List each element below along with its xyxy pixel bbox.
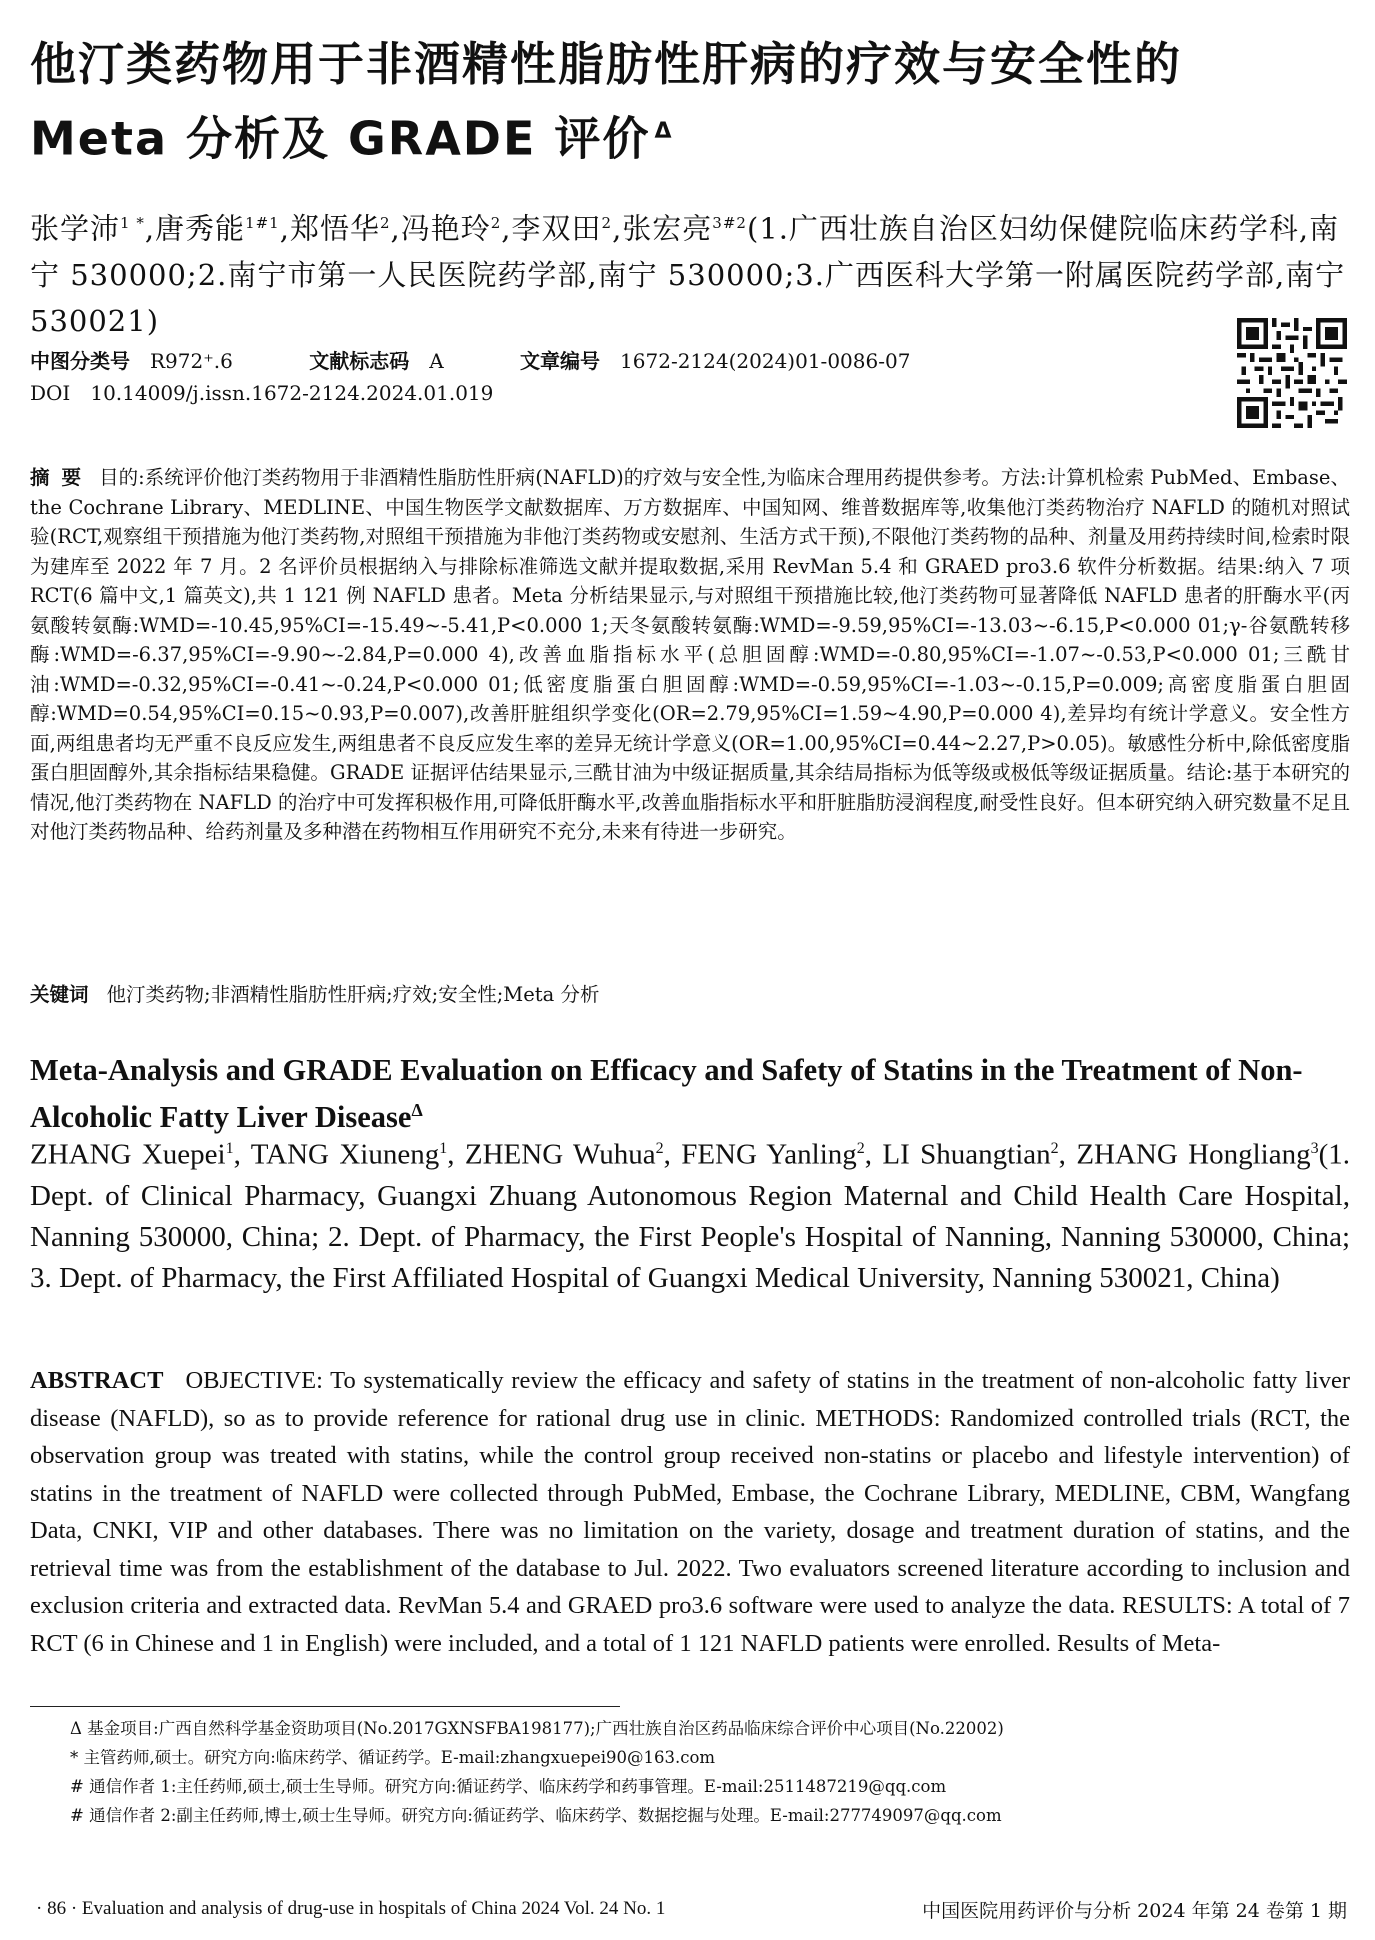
author-sup-en: 1: [225, 1140, 234, 1157]
abstract-english-text: OBJECTIVE: To systematically review the efficacy and safety of statins in the treatment of non-alcoholic fatty liver disease (NAFLD), so as to provide reference for rational drug use in clinic. METHODS: Randomized controlled trials (RCT, the observation group was treated with statins, while the control group received non-statins or placebo and lifestyle intervention) of statins in the treatment of NAFLD were collected through PubMed, Embase, the Cochrane Library, MEDLINE, CBM, Wangfang Data, CNKI, VIP and other databases. There was no limitation on the variety, dosage and treatment duration of statins, and the retrieval time was from the establishment of the database to Jul. 2022. Two evaluators screened literature according to inclusion and exclusion criteria and extracted data. RevMan 5.4 and GRAED pro3.6 software were used to analyze the data. RESULTS: A total of 7 RCT (6 in Chinese and 1 in English) were included, and a total of 1 121 NAFLD patients were enrolled. Results of Meta-: [30, 1367, 1350, 1657]
author-sup: 2: [379, 214, 391, 232]
funding-mark: Δ: [654, 119, 674, 144]
footnote-corresponding-1: # 通信作者 1:主任药师,硕士,硕士生导师。研究方向:循证药学、临床药学和药事管理。E-mail:2511487219@qq.com: [70, 1777, 947, 1796]
clc-label: 中图分类号: [30, 349, 130, 373]
author-sup-en: 2: [655, 1140, 664, 1157]
doc-code-value: A: [429, 349, 444, 373]
author-name: 李双田: [511, 211, 602, 246]
footnote-funding: Δ 基金项目:广西自然科学基金资助项目(No.2017GXNSFBA198177);广西壮族自治区药品临床综合评价中心项目(No.22002): [70, 1719, 1004, 1738]
keywords-chinese-text: 他汀类药物;非酒精性脂肪性肝病;疗效;安全性;Meta 分析: [106, 983, 600, 1006]
author-name: 张学沛: [30, 211, 121, 246]
author-name-en: ZHANG Hongliang: [1076, 1138, 1311, 1171]
keywords-chinese: [30, 980, 1350, 1010]
author-name: 唐秀能: [155, 211, 246, 246]
abstract-chinese-label: 摘要: [30, 466, 94, 489]
authors-english: ZHANG Xuepei$^1$, TANG Xiuneng$^1$, ZHENG Wuhua$^2$, FENG Yanling$^2$, LI Shuangtian$^2$, ZHANG Hongliang$^3$(1. Dept. of Clinical Pharmacy, Guangxi Zhuang Autonomous Region Maternal and Child Health Care Hospital, Nanning 530000, China; 2. Dept. of Pharmacy, the First People's Hospital of Nanning, Nanning 530000, China; 3. Dept. of Pharmacy, the First Affiliated Hospital of Guangxi Medical University, Nanning 530021, China): [30, 1138, 1351, 1294]
author-sup-en: 2: [856, 1140, 865, 1157]
affiliations-chinese: (1.广西壮族自治区妇幼保健院临床药学科,南宁 530000;2.南宁市第一人民医院药学部,南宁 530000;3.广西医科大学第一附属医院药学部,南宁 530021): [30, 211, 1346, 338]
qr-code: [1237, 318, 1347, 428]
author-name-en: LI Shuangtian: [882, 1138, 1051, 1171]
meta-row-1: [30, 345, 980, 377]
abstract-chinese-text: 目的:系统评价他汀类药物用于非酒精性脂肪性肝病(NAFLD)的疗效与安全性,为临床合理用药提供参考。方法:计算机检索 PubMed、Embase、the Cochrane Library、MEDLINE、中国生物医学文献数据库、万方数据库、中国知网、维普数据库等,收集他汀类药物治疗 NAFLD 的随机对照试验(RCT,观察组干预措施为他汀类药物,对照组干预措施为非他汀类药物或安慰剂、生活方式干预),不限他汀类药物的品种、剂量及用药持续时间,检索时限为建库至 2022 年 7 月。2 名评价员根据纳入与排除标准筛选文献并提取数据,采用 RevMan 5.4 和 GRAED pro3.6 软件分析数据。结果:纳入 7 项 RCT(6 篇中文,1 篇英文),共 1 121 例 NAFLD 患者。Meta 分析结果显示,与对照组干预措施比较,他汀类药物可显著降低 NAFLD 患者的肝酶水平(丙氨酸转氨酶:WMD=-10.45,95%CI=-15.49~-5.41,P<0.000 1;天冬氨酸转氨酶:WMD=-9.59,95%CI=-13.03~-6.15,P<0.000 01;γ-谷氨酰转移酶:WMD=-6.37,95%CI=-9.90~-2.84,P=0.000 4),改善血脂指标水平(总胆固醇:WMD=-0.80,95%CI=-1.07~-0.53,P<0.000 01;三酰甘油:WMD=-0.32,95%CI=-0.41~-0.24,P<0.000 01;低密度脂蛋白胆固醇:WMD=-0.59,95%CI=-1.03~-0.15,P=0.009;高密度脂蛋白胆固醇:WMD=0.54,95%CI=0.15~0.93,P=0.007),改善肝脏组织学变化(OR=2.79,95%CI=1.59~4.90,P=0.000 4),差异均有统计学意义。安全性方面,两组患者均无严重不良反应发生,两组患者不良反应发生率的差异无统计学意义(OR=1.00,95%CI=0.44~2.27,P>0.05)。敏感性分析中,除低密度脂蛋白胆固醇外,其余指标结果稳健。GRADE 证据评估结果显示,三酰甘油为中级证据质量,其余结局指标为低等级或极低等级证据质量。结论:基于本研究的情况,他汀类药物在 NAFLD 的治疗中可发挥积极作用,可降低肝酶水平,改善血脂指标水平和肝脏脂肪浸润程度,耐受性良好。但本研究纳入研究数量不足且对他汀类药物品种、给药剂量及多种潜在药物相互作用研究不充分,未来有待进一步研究。: [30, 466, 1350, 843]
author-sup: 2: [601, 214, 613, 232]
abstract-english-label: ABSTRACT: [30, 1367, 164, 1394]
title-chinese-line2-text: Meta 分析及 GRADE 评价: [30, 111, 651, 166]
abstract-english: [30, 1362, 1350, 1662]
clc-value: R972⁺.6: [150, 349, 233, 373]
footnote-corresponding-2: # 通信作者 2:副主任药师,博士,硕士生导师。研究方向:循证药学、临床药学、数据挖掘与处理。E-mail:277749097@qq.com: [70, 1806, 1002, 1825]
author-sup: 3#2: [712, 214, 747, 232]
footnote-first-author: * 主管药师,硕士。研究方向:临床药学、循证药学。E-mail:zhangxuepei90@163.com: [70, 1748, 716, 1767]
footer-journal-en: · 86 · Evaluation and analysis of drug-use in hospitals of China 2024 Vol. 24 No. 1: [36, 1898, 666, 1919]
title-chinese: [30, 30, 1350, 172]
abstract-chinese: [30, 463, 1350, 847]
article-meta: [30, 345, 980, 409]
meta-row-2: [30, 377, 980, 409]
author-sup-en: 2: [1050, 1140, 1059, 1157]
author-name: 冯艳玲: [400, 211, 491, 246]
footer-journal-cn: 中国医院用药评价与分析 2024 年第 24 卷第 1 期: [922, 1900, 1347, 1922]
title-chinese-line1: 他汀类药物用于非酒精性脂肪性肝病的疗效与安全性的: [30, 37, 1182, 91]
doi-label: DOI: [30, 381, 71, 405]
author-name: 郑悟华: [289, 211, 380, 246]
article-no-value: 1672-2124(2024)01-0086-07: [620, 349, 911, 373]
affiliations-english: (1. Dept. of Clinical Pharmacy, Guangxi Zhuang Autonomous Region Maternal and Child Health Care Hospital, Nanning 530000, China; 2. Dept. of Pharmacy, the First People's Hospital of Nanning, Nanning 530000, China; 3. Dept. of Pharmacy, the First Affiliated Hospital of Guangxi Medical University, Nanning 530021, China): [30, 1138, 1351, 1294]
title-english: [30, 1050, 1350, 1137]
author-sup: 1#1: [245, 214, 280, 232]
author-name-en: ZHENG Wuhua: [464, 1138, 656, 1171]
doi-value: 10.14009/j.issn.1672-2124.2024.01.019: [90, 381, 494, 405]
author-sup-en: 3: [1310, 1140, 1319, 1157]
doc-code-label: 文献标志码: [309, 349, 410, 373]
author-name: 张宏亮: [622, 211, 713, 246]
author-sup-en: 1: [439, 1140, 448, 1157]
author-sup: 2: [490, 214, 502, 232]
author-name-en: FENG Yanling: [681, 1138, 857, 1171]
article-no-label: 文章编号: [520, 349, 601, 373]
funding-mark-en: Δ: [411, 1100, 423, 1120]
author-name-en: ZHANG Xuepei: [30, 1138, 226, 1171]
title-chinese-line2: [30, 98, 1350, 172]
footnote-divider: [30, 1706, 620, 1707]
footnotes: [70, 1714, 1350, 1830]
author-name-en: TANG Xiuneng: [250, 1138, 440, 1171]
author-sup: 1 *: [120, 214, 145, 232]
authors-chinese: 张学沛$^{1 *}$,唐秀能$^{1\#1}$,郑悟华$^2$,冯艳玲$^2$,李双田$^2$,张宏亮$^{3\#2}$(1.广西壮族自治区妇幼保健院临床药学科,南宁 530000;2.南宁市第一人民医院药学部,南宁 530000;3.广西医科大学第一附属医院药学部,南宁 530021): [30, 211, 1346, 338]
keywords-chinese-label: 关键词: [30, 983, 89, 1006]
title-english-text: Meta-Analysis and GRADE Evaluation on Efficacy and Safety of Statins in the Treatment of Non-Alcoholic Fatty Liver Disease: [30, 1053, 1303, 1135]
